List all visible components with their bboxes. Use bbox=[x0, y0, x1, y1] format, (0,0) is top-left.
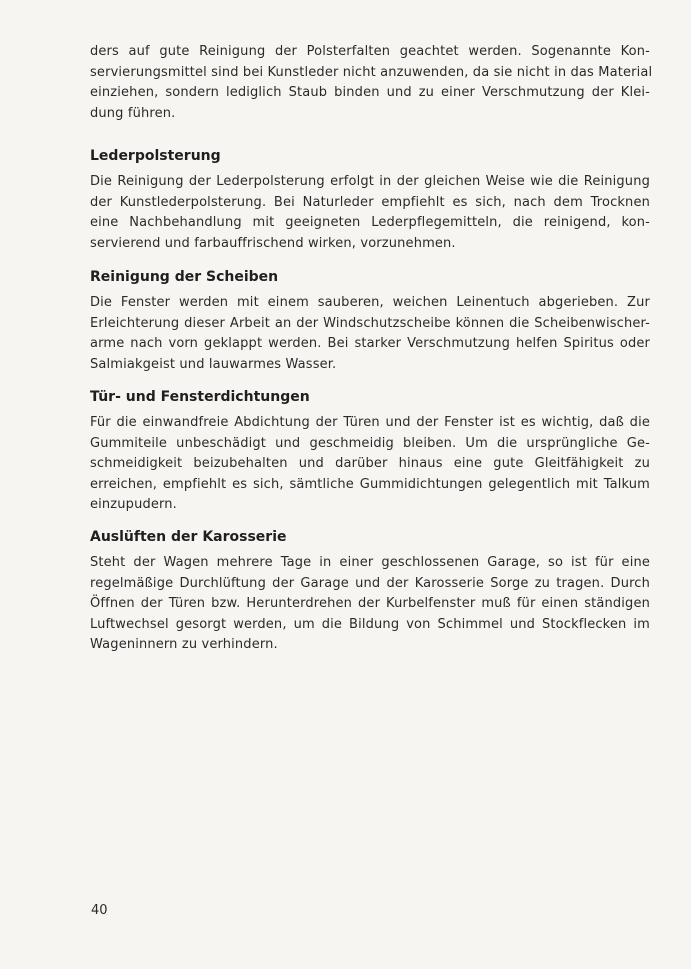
text-line: Erleichterung dieser Arbeit an der Windschutzscheibe können die Scheibenwischer- bbox=[90, 315, 650, 331]
text-line: ders auf gute Reinigung der Polsterfalten geachtet werden. Sogenannte Kon- bbox=[90, 44, 650, 59]
text-line: Steht der Wagen mehrere Tage in einer geschlossenen Garage, so ist für eine bbox=[90, 555, 650, 570]
text-line: schmeidigkeit beizubehalten und darüber hinaus eine gute Gleitfähigkeit zu bbox=[90, 456, 650, 472]
section-auslueften-der-karosserie bbox=[90, 527, 650, 656]
section-heading: Reinigung der Scheiben bbox=[90, 269, 279, 285]
text-line: Wageninnern zu verhindern. bbox=[90, 637, 278, 653]
text-line: Für die einwandfreie Abdichtung der Türen und der Fenster ist es wichtig, daß die bbox=[90, 415, 650, 430]
text-line: Die Reinigung der Lederpolsterung erfolgt in der gleichen Weise wie die Reinigung bbox=[90, 174, 650, 189]
text-line: einziehen, sondern lediglich Staub binden und zu einer Verschmutzung der Klei- bbox=[90, 85, 650, 101]
text-line: der Kunstlederpolsterung. Bei Naturleder empfiehlt es sich, nach dem Trocknen bbox=[90, 194, 650, 210]
text-line: erreichen, empfiehlt es sich, sämtliche Gummidichtungen gelegentlich mit Talkum bbox=[90, 476, 650, 492]
intro-paragraph bbox=[90, 42, 653, 124]
text-line: Die Fenster werden mit einem sauberen, weichen Leinentuch abgerieben. Zur bbox=[90, 295, 650, 310]
section-paragraph bbox=[90, 413, 650, 516]
section-lederpolsterung bbox=[90, 146, 650, 254]
text-line: regelmäßige Durchlüftung der Garage und der Karosserie Sorge zu tragen. Durch bbox=[90, 575, 650, 591]
text-line: arme nach vorn geklappt werden. Bei starker Verschmutzung helfen Spiritus oder bbox=[90, 336, 650, 352]
page-number: 40 bbox=[91, 903, 108, 918]
text-line: einzupudern. bbox=[90, 497, 177, 513]
section-paragraph bbox=[90, 553, 650, 656]
section-heading: Auslüften der Karosserie bbox=[90, 529, 287, 545]
text-line: Salmiakgeist und lauwarmes Wasser. bbox=[90, 356, 337, 372]
section-paragraph bbox=[90, 172, 650, 254]
text-line: Luftwechsel gesorgt werden, um die Bildung von Schimmel und Stockflecken im bbox=[90, 616, 650, 632]
text-line: Gummiteile unbeschädigt und geschmeidig bleiben. Um die ursprüngliche Ge- bbox=[90, 435, 650, 451]
intro-section bbox=[90, 42, 653, 124]
section-heading: Tür- und Fensterdichtungen bbox=[90, 389, 310, 405]
text-line: Öffnen der Türen bzw. Herunterdrehen der Kurbelfenster muß für einen ständigen bbox=[90, 596, 650, 612]
text-line: dung führen. bbox=[90, 105, 176, 121]
section-paragraph bbox=[90, 293, 650, 375]
section-tuer-und-fensterdichtungen bbox=[90, 387, 650, 516]
text-line: servierungsmittel sind bei Kunstleder nicht anzuwenden, da sie nicht in das Material bbox=[90, 64, 653, 80]
text-line: servierend und farbauffrischend wirken, vorzunehmen. bbox=[90, 235, 456, 251]
section-heading: Lederpolsterung bbox=[90, 148, 221, 164]
section-reinigung-der-scheiben bbox=[90, 267, 650, 375]
text-line: eine Nachbehandlung mit geeigneten Lederpflegemitteln, die reinigend, kon- bbox=[90, 215, 650, 231]
